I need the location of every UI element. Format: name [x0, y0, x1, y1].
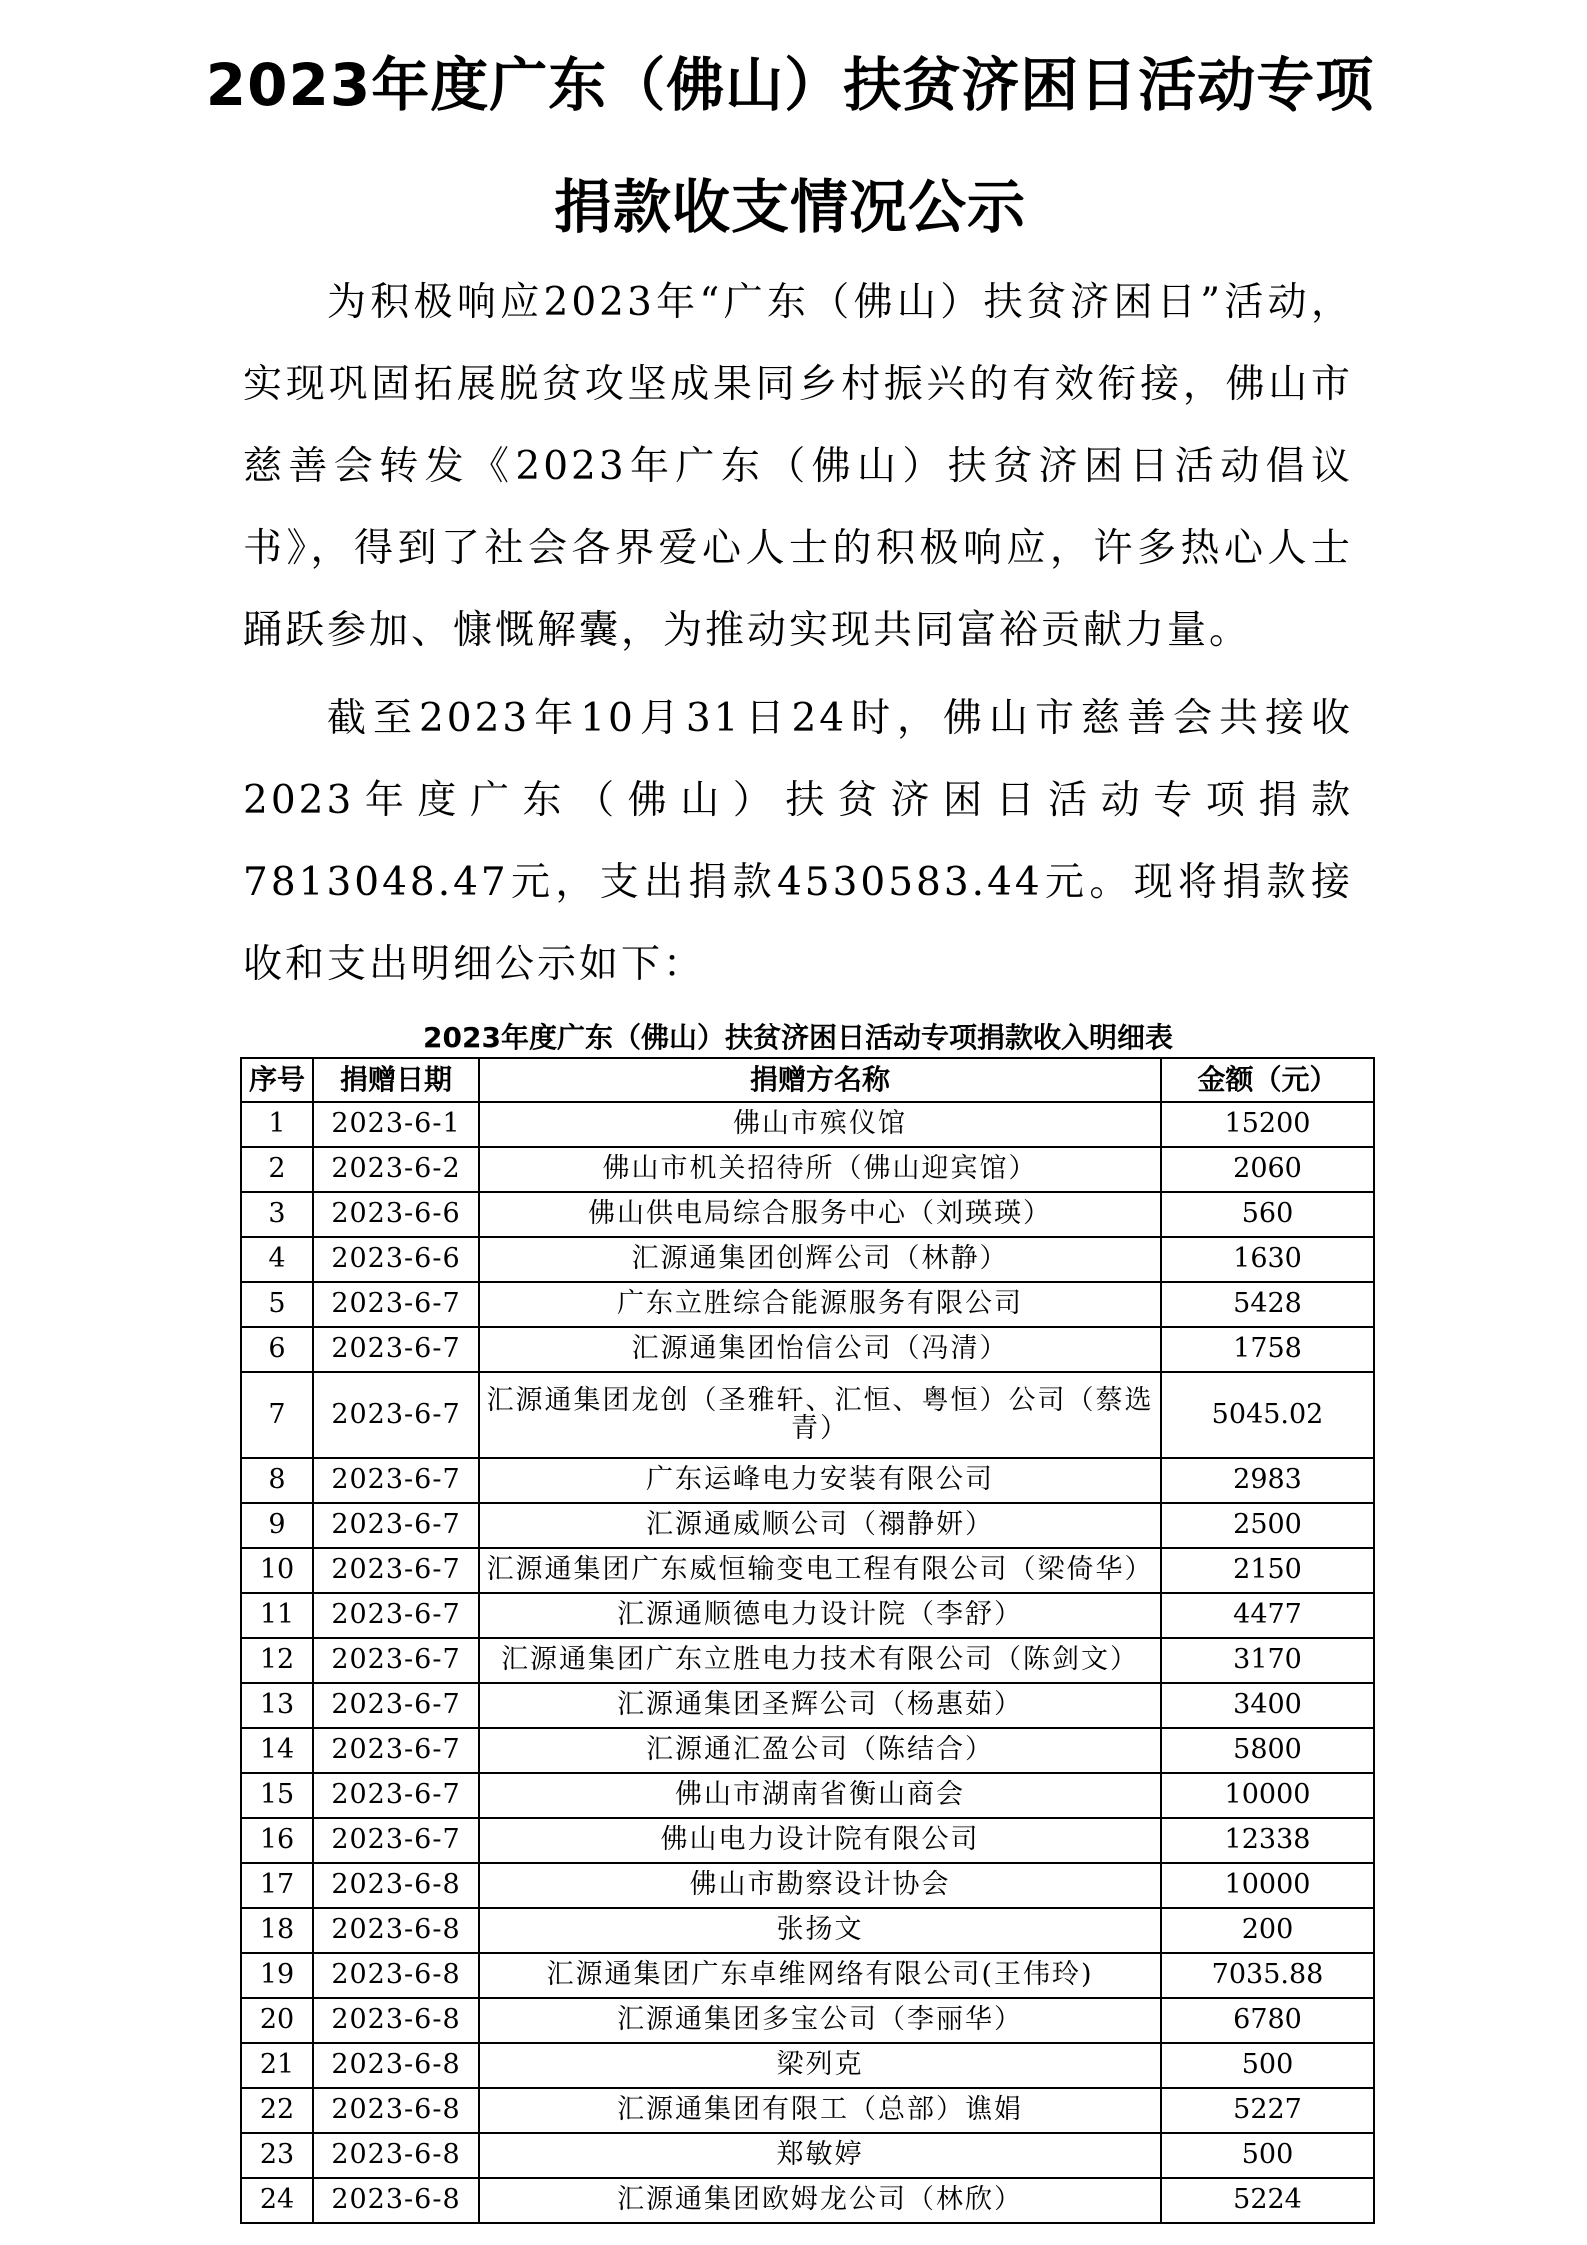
table-row	[241, 1863, 1374, 1908]
cell-date: 2023-6-7	[313, 1503, 479, 1548]
cell-donor: 广东立胜综合能源服务有限公司	[479, 1282, 1161, 1327]
cell-amount: 560	[1161, 1192, 1374, 1237]
intro-paragraph-container	[243, 262, 1353, 672]
header-donor: 捐赠方名称	[479, 1058, 1161, 1102]
table-row	[241, 2088, 1374, 2133]
cell-date: 2023-6-7	[313, 1773, 479, 1818]
cell-donor: 汇源通顺德电力设计院（李舒）	[479, 1593, 1161, 1638]
cell-seq: 8	[241, 1458, 313, 1503]
cell-amount: 10000	[1161, 1773, 1374, 1818]
cell-amount: 15200	[1161, 1102, 1374, 1147]
cell-seq: 15	[241, 1773, 313, 1818]
cell-amount: 2060	[1161, 1147, 1374, 1192]
intro-paragraph: 为积极响应2023年“广东（佛山）扶贫济困日”活动，实现巩固拓展脱贫攻坚成果同乡村振兴的有效衔接，佛山市慈善会转发《2023年广东（佛山）扶贫济困日活动倡议书》，得到了社会各界爱心人士的积极响应，许多热心人士踊跃参加、慷慨解囊，为推动实现共同富裕贡献力量。	[243, 280, 1353, 653]
cell-amount: 2150	[1161, 1548, 1374, 1593]
cell-date: 2023-6-6	[313, 1237, 479, 1282]
summary-paragraph: 截至2023年10月31日24时，佛山市慈善会共接收2023年度广东（佛山）扶贫济困日活动专项捐款7813048.47元，支出捐款4530583.44元。现将捐款接收和支出明细公示如下：	[243, 696, 1353, 987]
cell-seq: 2	[241, 1147, 313, 1192]
cell-donor: 汇源通集团多宝公司（李丽华）	[479, 1998, 1161, 2043]
header-amount: 金额（元）	[1161, 1058, 1374, 1102]
cell-seq: 19	[241, 1953, 313, 1998]
table-row	[241, 1147, 1374, 1192]
cell-amount: 500	[1161, 2043, 1374, 2088]
table-row	[241, 1372, 1374, 1458]
cell-seq: 7	[241, 1372, 313, 1458]
cell-seq: 20	[241, 1998, 313, 2043]
table-row	[241, 1593, 1374, 1638]
cell-date: 2023-6-7	[313, 1458, 479, 1503]
table-body	[241, 1102, 1374, 2223]
cell-donor: 佛山市殡仪馆	[479, 1102, 1161, 1147]
table-row	[241, 1953, 1374, 1998]
cell-seq: 21	[241, 2043, 313, 2088]
cell-seq: 4	[241, 1237, 313, 1282]
cell-donor: 佛山市机关招待所（佛山迎宾馆）	[479, 1147, 1161, 1192]
cell-date: 2023-6-8	[313, 2133, 479, 2178]
cell-seq: 9	[241, 1503, 313, 1548]
cell-donor: 汇源通集团怡信公司（冯清）	[479, 1327, 1161, 1372]
table-row	[241, 1548, 1374, 1593]
cell-date: 2023-6-8	[313, 1953, 479, 1998]
cell-date: 2023-6-1	[313, 1102, 479, 1147]
cell-donor: 汇源通集团创辉公司（林静）	[479, 1237, 1161, 1282]
cell-seq: 12	[241, 1638, 313, 1683]
cell-amount: 500	[1161, 2133, 1374, 2178]
cell-amount: 5224	[1161, 2178, 1374, 2223]
cell-amount: 5045.02	[1161, 1372, 1374, 1458]
table-row	[241, 1683, 1374, 1728]
cell-seq: 17	[241, 1863, 313, 1908]
cell-seq: 22	[241, 2088, 313, 2133]
summary-paragraph-container	[243, 678, 1353, 1006]
cell-date: 2023-6-7	[313, 1728, 479, 1773]
cell-date: 2023-6-8	[313, 1863, 479, 1908]
cell-amount: 6780	[1161, 1998, 1374, 2043]
cell-seq: 1	[241, 1102, 313, 1147]
cell-amount: 5428	[1161, 1282, 1374, 1327]
cell-amount: 5227	[1161, 2088, 1374, 2133]
cell-seq: 10	[241, 1548, 313, 1593]
header-seq: 序号	[241, 1058, 313, 1102]
cell-donor: 汇源通集团广东立胜电力技术有限公司（陈剑文）	[479, 1638, 1161, 1683]
cell-donor: 汇源通集团有限工（总部）谯娟	[479, 2088, 1161, 2133]
cell-amount: 1758	[1161, 1327, 1374, 1372]
cell-date: 2023-6-7	[313, 1818, 479, 1863]
cell-seq: 14	[241, 1728, 313, 1773]
cell-amount: 2500	[1161, 1503, 1374, 1548]
table-title: 2023年度广东（佛山）扶贫济困日活动专项捐款收入明细表	[423, 1021, 1173, 1054]
cell-seq: 24	[241, 2178, 313, 2223]
page-title-line-2: 捐款收支情况公示	[553, 173, 1026, 241]
cell-date: 2023-6-6	[313, 1192, 479, 1237]
cell-amount: 3400	[1161, 1683, 1374, 1728]
table-row	[241, 1998, 1374, 2043]
cell-date: 2023-6-7	[313, 1372, 479, 1458]
cell-donor: 汇源通集团广东威恒输变电工程有限公司（梁倚华）	[479, 1548, 1161, 1593]
cell-donor: 汇源通集团龙创（圣雅轩、汇恒、粤恒）公司（蔡选青）	[479, 1372, 1161, 1458]
cell-seq: 5	[241, 1282, 313, 1327]
cell-donor: 汇源通集团欧姆龙公司（林欣）	[479, 2178, 1161, 2223]
cell-donor: 汇源通汇盈公司（陈结合）	[479, 1728, 1161, 1773]
table-row	[241, 1458, 1374, 1503]
cell-donor: 汇源通集团圣辉公司（杨惠茹）	[479, 1683, 1161, 1728]
cell-amount: 200	[1161, 1908, 1374, 1953]
cell-seq: 11	[241, 1593, 313, 1638]
cell-seq: 13	[241, 1683, 313, 1728]
cell-amount: 10000	[1161, 1863, 1374, 1908]
table-row	[241, 1102, 1374, 1147]
cell-date: 2023-6-8	[313, 2088, 479, 2133]
table-row	[241, 1503, 1374, 1548]
cell-donor: 汇源通威顺公司（禤静妍）	[479, 1503, 1161, 1548]
cell-date: 2023-6-7	[313, 1593, 479, 1638]
cell-date: 2023-6-7	[313, 1548, 479, 1593]
cell-date: 2023-6-8	[313, 2043, 479, 2088]
cell-date: 2023-6-8	[313, 1908, 479, 1953]
table-row	[241, 2043, 1374, 2088]
table-row	[241, 1237, 1374, 1282]
table-header-row	[241, 1058, 1374, 1102]
table-row	[241, 2133, 1374, 2178]
table-row	[241, 1818, 1374, 1863]
cell-seq: 3	[241, 1192, 313, 1237]
table-row	[241, 1327, 1374, 1372]
cell-date: 2023-6-7	[313, 1683, 479, 1728]
cell-seq: 18	[241, 1908, 313, 1953]
cell-seq: 6	[241, 1327, 313, 1372]
cell-amount: 1630	[1161, 1237, 1374, 1282]
cell-donor: 张扬文	[479, 1908, 1161, 1953]
cell-donor: 汇源通集团广东卓维网络有限公司(王伟玲)	[479, 1953, 1161, 1998]
cell-donor: 佛山市湖南省衡山商会	[479, 1773, 1161, 1818]
table-row	[241, 1638, 1374, 1683]
cell-amount: 2983	[1161, 1458, 1374, 1503]
table-row	[241, 1282, 1374, 1327]
header-date: 捐赠日期	[313, 1058, 479, 1102]
cell-amount: 5800	[1161, 1728, 1374, 1773]
cell-date: 2023-6-7	[313, 1327, 479, 1372]
page-title-line-1: 2023年度广东（佛山）扶贫济困日活动专项	[205, 51, 1375, 119]
cell-amount: 3170	[1161, 1638, 1374, 1683]
cell-date: 2023-6-2	[313, 1147, 479, 1192]
cell-date: 2023-6-8	[313, 2178, 479, 2223]
cell-donor: 佛山市勘察设计协会	[479, 1863, 1161, 1908]
cell-donor: 佛山供电局综合服务中心（刘瑛瑛）	[479, 1192, 1161, 1237]
cell-donor: 佛山电力设计院有限公司	[479, 1818, 1161, 1863]
table-row	[241, 1773, 1374, 1818]
table-row	[241, 1908, 1374, 1953]
cell-donor: 郑敏婷	[479, 2133, 1161, 2178]
cell-donor: 梁列克	[479, 2043, 1161, 2088]
cell-donor: 广东运峰电力安装有限公司	[479, 1458, 1161, 1503]
table-row	[241, 1728, 1374, 1773]
cell-seq: 16	[241, 1818, 313, 1863]
cell-date: 2023-6-7	[313, 1638, 479, 1683]
cell-amount: 7035.88	[1161, 1953, 1374, 1998]
cell-date: 2023-6-8	[313, 1998, 479, 2043]
cell-date: 2023-6-7	[313, 1282, 479, 1327]
cell-seq: 23	[241, 2133, 313, 2178]
cell-amount: 12338	[1161, 1818, 1374, 1863]
table-row	[241, 2178, 1374, 2223]
donation-income-table	[240, 1057, 1375, 2224]
table-row	[241, 1192, 1374, 1237]
cell-amount: 4477	[1161, 1593, 1374, 1638]
